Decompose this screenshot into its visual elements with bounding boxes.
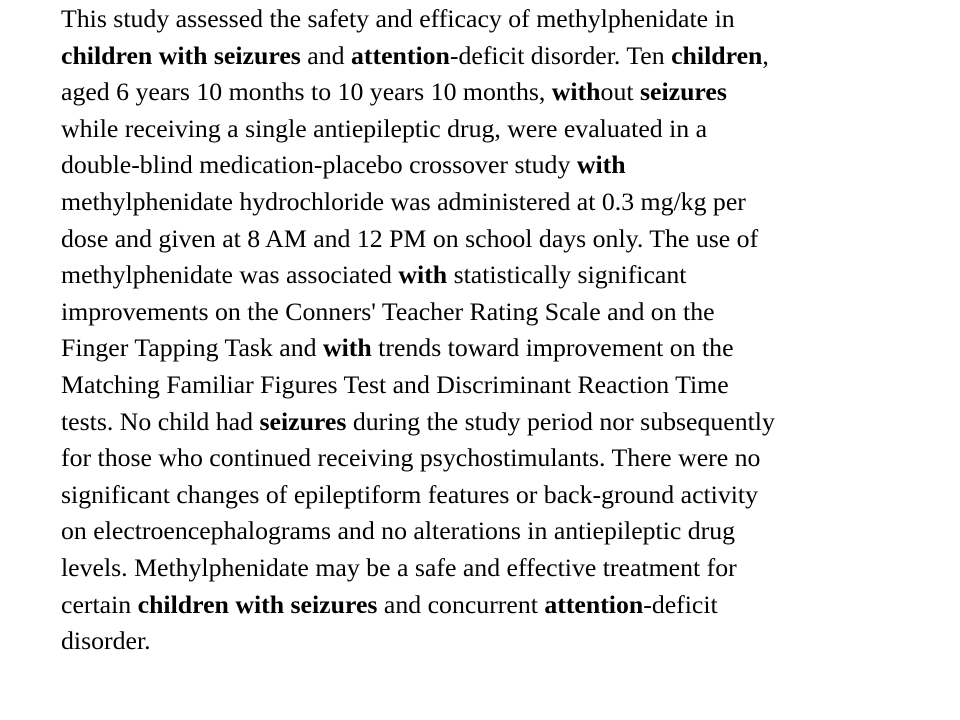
- text-line: [61, 3, 735, 34]
- text-segment: levels. Methylphenidate may be a safe and effective treatment for: [61, 553, 737, 582]
- text-segment: while receiving a single antiepileptic drug, were evaluated in a: [61, 113, 708, 143]
- text-segment: significant changes of epileptiform features or back-ground activity: [61, 479, 758, 509]
- text-line: [61, 369, 729, 400]
- text-segment: for those who continued receiving psychostimulants. There were no: [61, 443, 761, 473]
- highlighted-term: seizures: [639, 77, 727, 107]
- text-line: [61, 113, 707, 144]
- text-segment: and: [300, 40, 351, 70]
- text-segment: tests. No child had: [61, 406, 260, 436]
- text-segment: statistically significant: [447, 260, 687, 290]
- text-line: [61, 552, 737, 583]
- text-line: [61, 625, 151, 656]
- text-segment: dose and given at 8 AM and 12 PM on school days only. The use of: [61, 223, 759, 253]
- highlighted-term: with: [398, 260, 448, 290]
- highlighted-term: attention: [350, 40, 450, 70]
- text-segment: methylphenidate was associated: [61, 260, 399, 290]
- text-line: [61, 406, 775, 437]
- text-segment: Finger Tapping Task and: [61, 333, 323, 363]
- text-line: [61, 479, 758, 510]
- highlighted-term: with: [576, 150, 626, 180]
- text-segment: trends toward improvement on the: [371, 333, 734, 363]
- text-line: [61, 149, 626, 180]
- text-segment: -deficit disorder. Ten: [449, 40, 672, 70]
- highlighted-term: attention: [544, 589, 644, 619]
- text-line: [61, 40, 769, 71]
- highlighted-term: with: [322, 333, 372, 363]
- text-line: [61, 332, 734, 363]
- text-segment: This study assessed the safety and efficacy of methylphenidate in: [61, 4, 735, 33]
- text-segment: improvements on the Conners' Teacher Rating Scale and on the: [61, 296, 715, 326]
- text-line: [61, 296, 715, 327]
- text-segment: -deficit: [643, 589, 718, 619]
- text-segment: ,: [762, 40, 769, 70]
- text-line: [61, 589, 718, 620]
- text-line: [61, 76, 727, 107]
- text-line: [61, 442, 760, 473]
- text-segment: aged 6 years 10 months to 10 years 10 months,: [61, 77, 552, 107]
- text-segment: disorder.: [61, 626, 151, 656]
- highlighted-term: children with seizures: [61, 40, 301, 70]
- text-segment: and concurrent: [377, 589, 545, 619]
- text-line: [61, 259, 686, 290]
- text-segment: certain: [61, 589, 138, 619]
- highlighted-term: seizures: [259, 406, 347, 436]
- text-line: [61, 186, 746, 217]
- text-segment: double-blind medication-placebo crossover study: [61, 150, 577, 180]
- text-segment: during the study period nor subsequently: [346, 406, 775, 436]
- text-segment: methylphenidate hydrochloride was administered at 0.3 mg/kg per: [61, 187, 746, 216]
- highlighted-term: children with seizures: [137, 589, 378, 619]
- highlighted-term: with: [551, 77, 601, 107]
- text-segment: Matching Familiar Figures Test and Discriminant Reaction Time: [61, 370, 729, 399]
- highlighted-term: children: [671, 40, 763, 70]
- text-segment: out: [600, 77, 640, 107]
- text-line: [61, 223, 758, 254]
- text-line: [61, 515, 735, 546]
- text-segment: on electroencephalograms and no alterations in antiepileptic drug: [61, 516, 736, 546]
